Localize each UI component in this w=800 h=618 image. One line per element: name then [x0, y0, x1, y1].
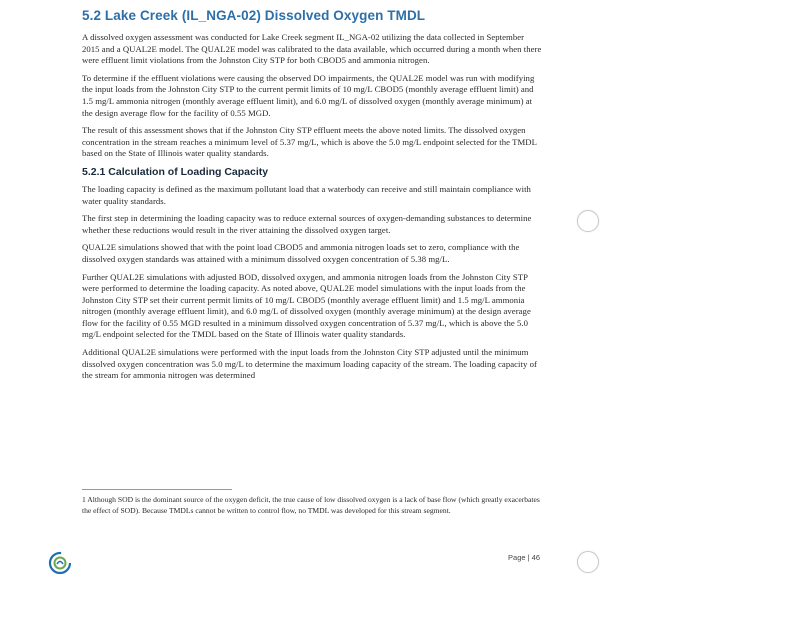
- paragraph: The loading capacity is defined as the maximum pollutant load that a waterbody can receive and still maintain compliance with water quality standards.: [82, 183, 531, 206]
- page-nav-circle-button[interactable]: [577, 210, 599, 232]
- paragraph: Additional QUAL2E simulations were performed with the input loads from the Johnston City STP adjusted until the minimum dissolved oxygen concentration was 5.0 mg/L to determine the maximum loading capacity of the stream. The loading capacity of the stream for ammonia nitrogen was determined: [82, 347, 537, 381]
- page-content: [82, 8, 542, 388]
- page-number: Page | 46: [508, 553, 540, 562]
- paragraph: QUAL2E simulations showed that with the point load CBOD5 and ammonia nitrogen loads set to zero, compliance with the dissolved oxygen standards was attained with a minimum dissolved oxygen concentration of 5.38 mg/L.: [82, 242, 520, 264]
- paragraph: To determine if the effluent violations were causing the observed DO impairments, the QUAL2E model was run with modifying the input loads from the Johnston City STP to the current permit limits of 10 mg/L CBOD5 (monthly average effluent limit) and 1.5 mg/L ammonia nitrogen (monthly average effluent limit), and 6.0 mg/L of dissolved oxygen (monthly average minimum) at the design average flow for the facility of 0.55 MGD.: [82, 72, 535, 118]
- subsection-title: 5.2.1 Calculation of Loading Capacity: [82, 165, 269, 178]
- paragraph: A dissolved oxygen assessment was conducted for Lake Creek segment IL_NGA-02 utilizing the data collected in September 2015 and a QUAL2E model. The QUAL2E model was calibrated to the data available, which occurred during a month when there were effluent limit violations from the Johnston City STP for both CBOD5 and ammonia nitrogen.: [82, 32, 542, 66]
- page-nav-circle-button[interactable]: [577, 551, 599, 573]
- paragraph: Further QUAL2E simulations with adjusted BOD, dissolved oxygen, and ammonia nitrogen loads from the Johnston City STP were performed to determine the loading capacity. As noted above, QUAL2E model simulations with the input loads from the Johnston City STP set their current permit limits of 10 mg/L CBOD5 (monthly average effluent limit) and 1.5 mg/L ammonia nitrogen (monthly average effluent limit), and 6.0 mg/L of dissolved oxygen (monthly average minimum) at the design average flow for the facility of 0.55 MGD resulted in a minimum dissolved oxygen concentration of 5.37 mg/L, which is above the 5.0 mg/L endpoint selected for the TMDL based on the State of Illinois water quality standards.: [82, 271, 531, 340]
- company-logo-icon: [48, 551, 72, 575]
- footnote-divider: [82, 489, 232, 490]
- footnote: 1 Although SOD is the dominant source of the oxygen deficit, the true cause of low dissolved oxygen is a lack of base flow (which greatly exacerbates the effect of SOD). Because TMDLs cannot be written to control flow, no TMDL was developed for this stream segment.: [82, 495, 540, 515]
- paragraph: The result of this assessment shows that if the Johnston City STP effluent meets the above noted limits. The dissolved oxygen concentration in the stream reaches a minimum level of 5.37 mg/L, which is above the 5.0 mg/L endpoint selected for the TMDL based on the State of Illinois water quality standards.: [82, 125, 537, 159]
- paragraph: The first step in determining the loading capacity was to reduce external sources of oxygen-demanding substances to determine whether these reductions would result in the river attaining the dissolved oxygen target.: [82, 213, 532, 235]
- section-title: 5.2 Lake Creek (IL_NGA-02) Dissolved Oxygen TMDL: [82, 8, 426, 23]
